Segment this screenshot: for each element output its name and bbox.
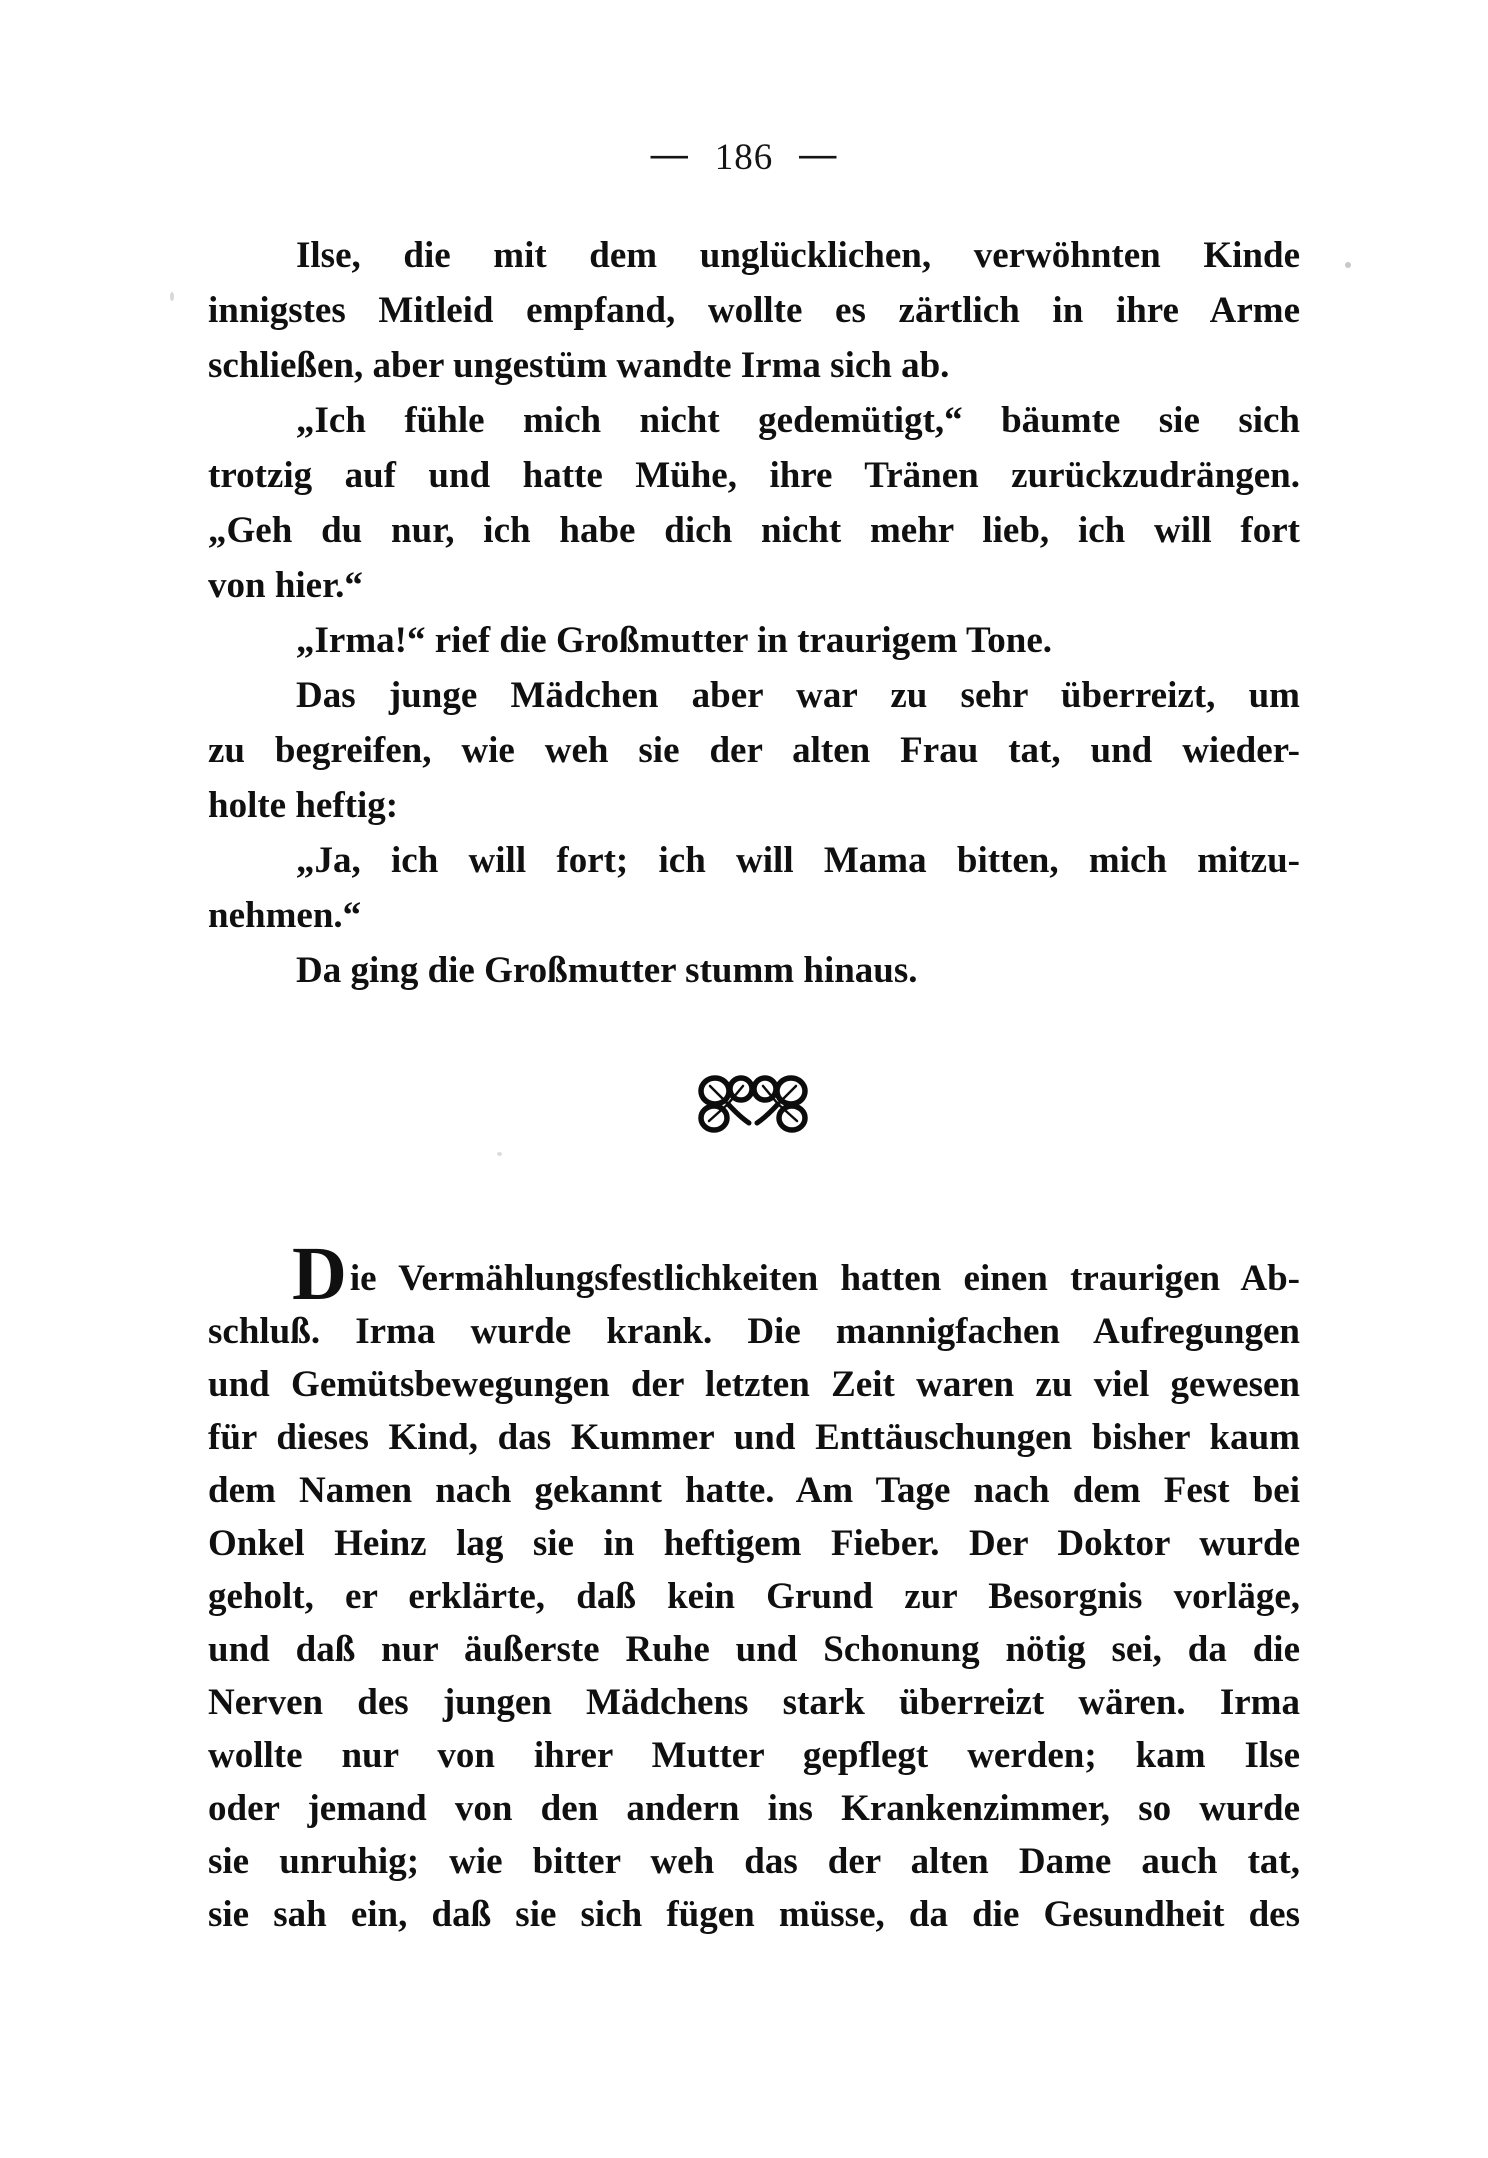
text-line: „Ich fühle mich nicht gedemütigt,“ bäumte sie sich bbox=[296, 400, 1300, 441]
text-line: Onkel Heinz lag sie in heftigem Fieber. Der Doktor wurde bbox=[208, 1523, 1300, 1564]
drop-cap-initial: D bbox=[292, 1232, 347, 1316]
text-line: und daß nur äußerste Ruhe und Schonung nötig sei, da die bbox=[208, 1629, 1300, 1670]
text-line: „Irma!“ rief die Großmutter in traurigem Tone. bbox=[296, 620, 1053, 661]
page-header bbox=[0, 136, 1488, 179]
text-line: nehmen.“ bbox=[208, 895, 362, 936]
scan-speck bbox=[170, 292, 174, 301]
text-line: geholt, er erklärte, daß kein Grund zur Besorgnis vorläge, bbox=[208, 1576, 1300, 1617]
text-line: Nerven des jungen Mädchens stark überreizt wären. Irma bbox=[208, 1682, 1300, 1723]
text-section-1 bbox=[208, 228, 1300, 998]
text-line: schließen, aber ungestüm wandte Irma sich ab. bbox=[208, 345, 950, 386]
text-line: oder jemand von den andern ins Krankenzimmer, so wurde bbox=[208, 1788, 1300, 1829]
text-line: zu begreifen, wie weh sie der alten Frau tat, und wieder- bbox=[208, 730, 1300, 771]
text-line: und Gemütsbewegungen der letzten Zeit waren zu viel gewesen bbox=[208, 1364, 1300, 1405]
scan-speck bbox=[1345, 262, 1351, 268]
text-line: Da ging die Großmutter stumm hinaus. bbox=[296, 950, 918, 991]
text-line: dem Namen nach gekannt hatte. Am Tage nach dem Fest bei bbox=[208, 1470, 1300, 1511]
scan-speck bbox=[497, 1152, 502, 1156]
header-dash-left: — bbox=[650, 134, 689, 175]
page-number: 186 bbox=[714, 137, 774, 178]
fleuron-ornament bbox=[697, 1074, 809, 1138]
fleuron-icon bbox=[697, 1074, 809, 1138]
text-line: holte heftig: bbox=[208, 785, 399, 826]
text-line: von hier.“ bbox=[208, 565, 363, 606]
text-line: „Ja, ich will fort; ich will Mama bitten, mich mitzu- bbox=[296, 840, 1300, 881]
text-line: sie sah ein, daß sie sich fügen müsse, da die Gesundheit des bbox=[208, 1894, 1300, 1935]
text-line: Das junge Mädchen aber war zu sehr überreizt, um bbox=[296, 675, 1300, 716]
text-line: für dieses Kind, das Kummer und Enttäuschungen bisher kaum bbox=[208, 1417, 1300, 1458]
text-line: sie unruhig; wie bitter weh das der alten Dame auch tat, bbox=[208, 1841, 1300, 1882]
text-line: schluß. Irma wurde krank. Die mannigfachen Aufregungen bbox=[208, 1311, 1300, 1352]
text-line: „Geh du nur, ich habe dich nicht mehr lieb, ich will fort bbox=[208, 510, 1300, 551]
text-line: innigstes Mitleid empfand, wollte es zärtlich in ihre Arme bbox=[208, 290, 1300, 331]
text-line: trotzig auf und hatte Mühe, ihre Tränen zurückzudrängen. bbox=[208, 455, 1300, 496]
header-dash-right: — bbox=[799, 134, 838, 175]
text-line: wollte nur von ihrer Mutter gepflegt werden; kam Ilse bbox=[208, 1735, 1300, 1776]
text-line: Die Vermählungsfestlichkeiten hatten einen traurigen Ab- bbox=[292, 1232, 1300, 1316]
text-line: Ilse, die mit dem unglücklichen, verwöhnten Kinde bbox=[296, 235, 1300, 276]
text-section-2 bbox=[208, 1232, 1300, 1941]
